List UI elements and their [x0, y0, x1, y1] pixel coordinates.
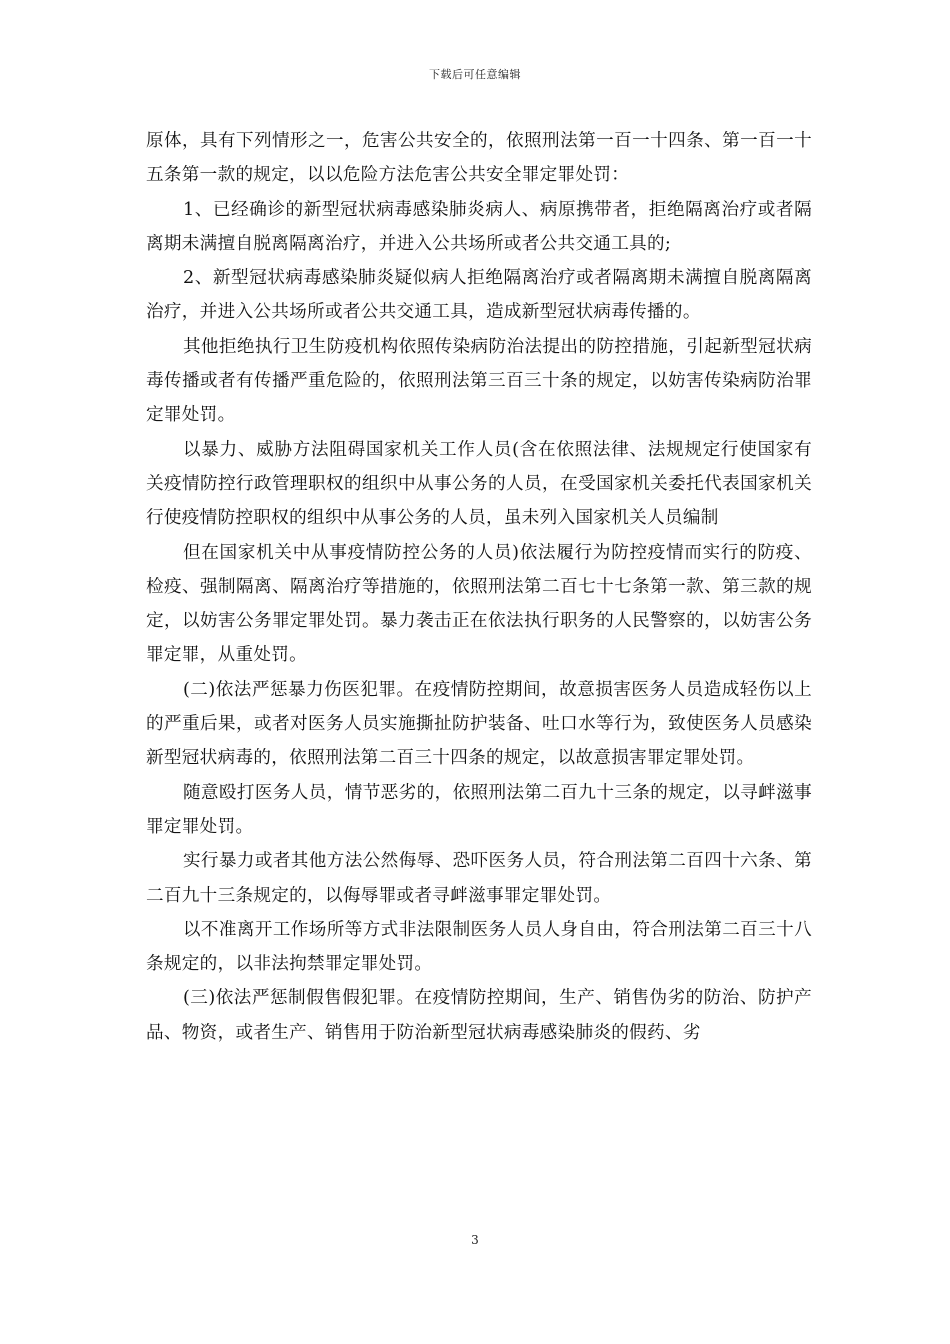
paragraph: 原体，具有下列情形之一，危害公共安全的，依照刑法第一百一十四条、第一百一十五条第一款的规定，以以危险方法危害公共安全罪定罪处罚：	[146, 131, 812, 186]
paragraph: 2、新型冠状病毒感染肺炎疑似病人拒绝隔离治疗或者隔离期未满擅自脱离隔离治疗，并进入公共场所或者公共交通工具，造成新型冠状病毒传播的。	[146, 268, 812, 323]
paragraph: 以不准离开工作场所等方式非法限制医务人员人身自由，符合刑法第二百三十八条规定的，以非法拘禁罪定罪处罚。	[146, 919, 812, 975]
paragraph: 但在国家机关中从事疫情防控公务的人员)依法履行为防控疫情而实行的防疫、检疫、强制隔离、隔离治疗等措施的，依照刑法第二百七十七条第一款、第三款的规定，以妨害公务罪定罪处罚。暴力袭击正在依法执行职务的人民警察的，以妨害公务罪定罪，从重处罚。	[146, 542, 812, 666]
paragraph: 实行暴力或者其他方法公然侮辱、恐吓医务人员，符合刑法第二百四十六条、第二百九十三条规定的，以侮辱罪或者寻衅滋事罪定罪处罚。	[146, 851, 812, 906]
page-number: 3	[471, 1233, 479, 1247]
document-body	[146, 124, 812, 1050]
paragraph: 1、已经确诊的新型冠状病毒感染肺炎病人、病原携带者，拒绝隔离治疗或者隔离期未满擅自脱离隔离治疗，并进入公共场所或者公共交通工具的;	[146, 199, 812, 254]
paragraph: 以暴力、威胁方法阻碍国家机关工作人员(含在依照法律、法规规定行使国家有关疫情防控行政管理职权的组织中从事公务的人员，在受国家机关委托代表国家机关行使疫情防控职权的组织中从事公务的人员，虽未列入国家机关人员编制	[146, 439, 812, 529]
paragraph: 其他拒绝执行卫生防疫机构依照传染病防治法提出的防控措施，引起新型冠状病毒传播或者有传播严重危险的，依照刑法第三百三十条的规定，以妨害传染病防治罪定罪处罚。	[146, 336, 812, 426]
paragraph: 随意殴打医务人员，情节恶劣的，依照刑法第二百九十三条的规定，以寻衅滋事罪定罪处罚。	[146, 782, 812, 837]
paragraph: (二)依法严惩暴力伤医犯罪。在疫情防控期间，故意损害医务人员造成轻伤以上的严重后果，或者对医务人员实施撕扯防护装备、吐口水等行为，致使医务人员感染新型冠状病毒的，依照刑法第二百三十四条的规定，以故意损害罪定罪处罚。	[146, 679, 812, 769]
paragraph: (三)依法严惩制假售假犯罪。在疫情防控期间，生产、销售伪劣的防治、防护产品、物资，或者生产、销售用于防治新型冠状病毒感染肺炎的假药、劣	[146, 988, 812, 1043]
page-header: 下载后可任意编辑	[429, 68, 521, 81]
